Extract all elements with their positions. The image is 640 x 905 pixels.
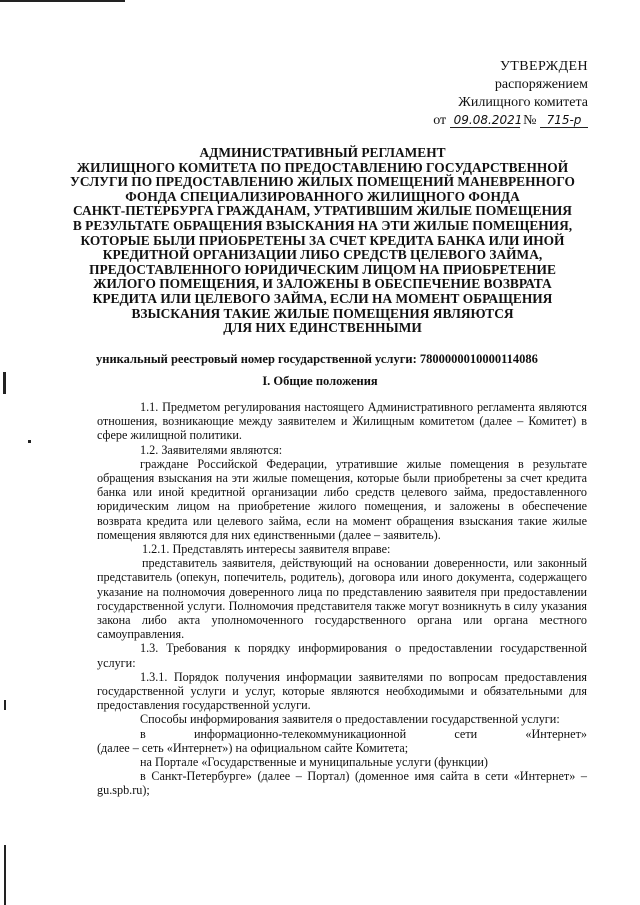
date-prefix: от	[433, 113, 447, 128]
paragraph-1-2: 1.2. Заявителями являются:	[140, 442, 283, 457]
regulation-title	[60, 146, 585, 336]
title-line: ЖИЛОГО ПОМЕЩЕНИЯ, И ЗАЛОЖЕНЫ В ОБЕСПЕЧЕНИЕ ВОЗВРАТА	[93, 276, 552, 292]
paragraph-1-3-1: 1.3.1. Порядок получения информации заявителями по вопросам предоставления государственной услуги и услуг, которые являются необходимыми и обязательными для предоставления государственной услуги.	[97, 669, 587, 713]
title-line: САНКТ-ПЕТЕРБУРГА ГРАЖДАНАМ, УТРАТИВШИМ ЖИЛЫЕ ПОМЕЩЕНИЯ	[73, 203, 572, 219]
title-line: ДЛЯ НИХ ЕДИНСТВЕННЫМИ	[223, 320, 422, 336]
title-line: ВЗЫСКАНИЯ ТАКИЕ ЖИЛЫЕ ПОМЕЩЕНИЯ ЯВЛЯЮТСЯ	[131, 305, 514, 321]
scan-edge-rule	[0, 0, 125, 2]
scan-speck	[28, 440, 31, 443]
title-line: В РЕЗУЛЬТАТЕ ОБРАЩЕНИЯ ВЗЫСКАНИЯ НА ЭТИ ЖИЛЫЕ ПОМЕЩЕНИЯ,	[72, 217, 573, 233]
title-line: ПРЕДОСТАВЛЕННОГО ЮРИДИЧЕСКИМ ЛИЦОМ НА ПРИОБРЕТЕНИЕ	[89, 261, 556, 277]
paragraph-portal-line1: на Портале «Государственные и муниципальные услуги (функции)	[140, 755, 488, 770]
handwritten-number: 715-р	[540, 113, 588, 128]
approval-line-order: распоряжением	[494, 77, 588, 92]
paragraph-1-2-1: 1.2.1. Представлять интересы заявителя вправе:	[142, 542, 391, 557]
document-body	[97, 400, 587, 798]
title-line: УСЛУГИ ПО ПРЕДОСТАВЛЕНИЮ ЖИЛЫХ ПОМЕЩЕНИЙ МАНЕВРЕННОГО	[70, 174, 575, 190]
approval-title: УТВЕРЖДЕН	[499, 59, 588, 74]
paragraph-1-1: 1.1. Предметом регулирования настоящего Административного регламента являются отношения, возникающие между заявителем и Жилищным комитетом (далее – Комитет) в сфере жилищной политики.	[97, 400, 587, 443]
title-line: ФОНДА СПЕЦИАЛИЗИРОВАННОГО ЖИЛИЩНОГО ФОНДА	[125, 188, 520, 204]
section-heading: I. Общие положения	[262, 374, 378, 388]
approval-line-committee: Жилищного комитета	[458, 95, 588, 110]
paragraph-internet-line2: (далее – сеть «Интернет») на официальном сайте Комитета;	[97, 740, 409, 755]
title-line: АДМИНИСТРАТИВНЫЙ РЕГЛАМЕНТ	[199, 145, 446, 160]
paragraph-portal-line2: в Санкт-Петербурге» (далее – Портал) (доменное имя сайта в сети «Интернет» – gu.spb.ru);	[97, 769, 587, 798]
paragraph-1-2-text: граждане Российской Федерации, утратившие жилые помещения в результате обращения взыскания на эти жилые помещения, которые были приобретены за счет кредита банка или иной кредитной организации либо средств целевого займа, предоставленного юридическим лицом на приобретение жилого помещения, и заложены в обеспечение возврата кредита или целевого займа, если на момент обращения взыскания такие жилые помещения являются для них единственными (далее – заявитель).	[97, 456, 587, 542]
approval-date-line	[368, 112, 588, 130]
unique-registry-number: уникальный реестровый номер государственной услуги: 7800000010000114086	[96, 352, 538, 366]
scan-margin-mark	[4, 700, 6, 710]
title-line: ЖИЛИЩНОГО КОМИТЕТА ПО ПРЕДОСТАВЛЕНИЮ ГОСУДАРСТВЕННОЙ	[76, 159, 569, 175]
paragraph-1-2-1-text: представитель заявителя, действующий на основании доверенности, или законный представитель (опекун, попечитель, родитель), договора или иного документа, содержащего указание на полномочия доверенного лица по представлению заявителя при предоставлении государственной услуги. Полномочия представителя также могут возникнуть в силу указания закона либо акта уполномоченного государственного органа или органа местного самоуправления.	[97, 556, 587, 642]
handwritten-date: 09.08.2021	[450, 113, 520, 128]
title-line: КРЕДИТА ИЛИ ЦЕЛЕВОГО ЗАЙМА, ЕСЛИ НА МОМЕНТ ОБРАЩЕНИЯ	[92, 290, 553, 306]
approval-block	[368, 58, 588, 130]
paragraph-internet-line1: в информационно-телекоммуникационной сети «Интернет»	[140, 726, 587, 741]
paragraph-1-3: 1.3. Требования к порядку информирования о предоставлении государственной услуги:	[97, 641, 587, 670]
paragraph-ways: Способы информирования заявителя о предоставлении государственной услуги:	[140, 712, 560, 727]
scan-margin-mark	[4, 845, 6, 905]
title-line: КОТОРЫЕ БЫЛИ ПРИОБРЕТЕНЫ ЗА СЧЕТ КРЕДИТА БАНКА ИЛИ ИНОЙ	[80, 232, 565, 248]
title-line: КРЕДИТНОЙ ОРГАНИЗАЦИИ ЛИБО СРЕДСТВ ЦЕЛЕВОГО ЗАЙМА,	[102, 247, 543, 263]
number-prefix: №	[523, 113, 537, 128]
